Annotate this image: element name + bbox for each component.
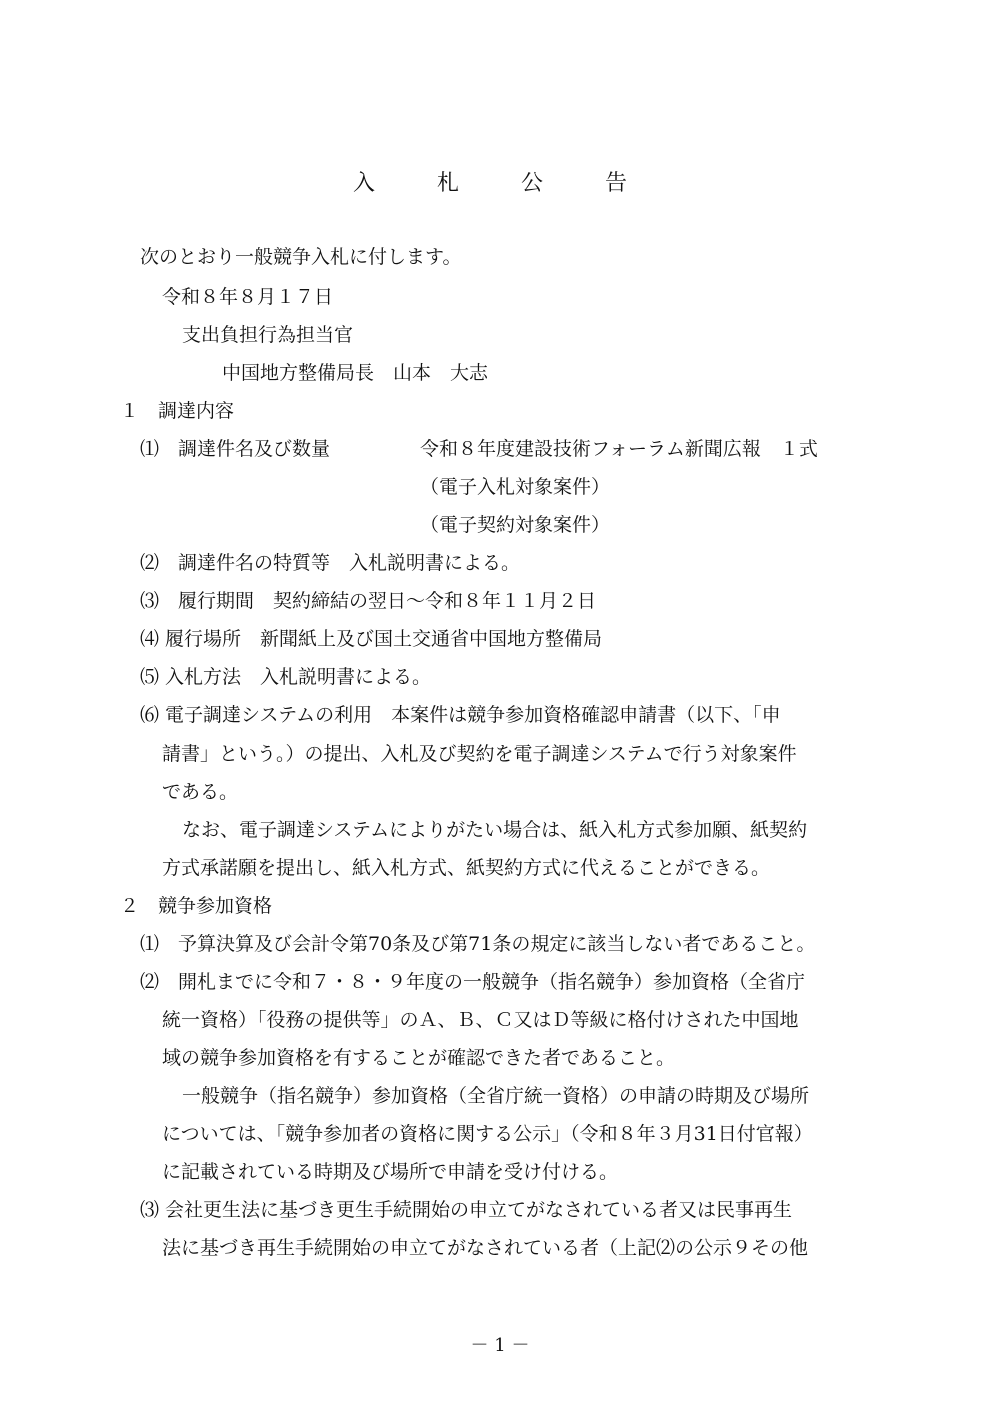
item-2-3-line-1: ⑶ 会社更生法に基づき更生手続開始の申立てがなされている者又は民事再生 — [140, 1199, 793, 1221]
item-1-6-line-3: である。 — [162, 781, 239, 803]
item-1-6-line-1: ⑹ 電子調達システムの利用 本案件は競争参加資格確認申請書（以下、「申 — [140, 704, 781, 726]
item-2-1: ⑴ 予算決算及び会計令第70条及び第71条の規定に該当しない者であること。 — [140, 933, 816, 955]
intro-text: 次のとおり一般競争入札に付します。 — [140, 246, 462, 268]
item-1-4: ⑷ 履行場所 新聞紙上及び国土交通省中国地方整備局 — [140, 628, 603, 650]
item-2-2-line-4: 一般競争（指名競争）参加資格（全省庁統一資格）の申請の時期及び場所 — [182, 1085, 810, 1107]
item-1-1-note-electronic-bid: （電子入札対象案件） — [420, 476, 611, 498]
section-2-heading: ２ 競争参加資格 — [120, 895, 273, 917]
item-1-6-line-5: 方式承諾願を提出し、紙入札方式、紙契約方式に代えることができる。 — [162, 857, 771, 879]
item-1-2: ⑵ 調達件名の特質等 入札説明書による。 — [140, 552, 521, 574]
item-2-2-line-2: 統一資格）「役務の提供等」のＡ、Ｂ、Ｃ又はＤ等級に格付けされた中国地 — [162, 1009, 799, 1031]
page-number: － 1 － — [470, 1335, 530, 1356]
official-name: 中国地方整備局長 山本 大志 — [222, 362, 489, 384]
item-1-6-line-2: 請書」という。）の提出、入札及び契約を電子調達システムで行う対象案件 — [162, 743, 797, 765]
item-2-2-line-5: については、「競争参加者の資格に関する公示」（令和８年３月31日付官報） — [162, 1123, 813, 1145]
item-1-1-note-electronic-contract: （電子契約対象案件） — [420, 514, 611, 536]
item-1-6-line-4: なお、電子調達システムによりがたい場合は、紙入札方式参加願、紙契約 — [182, 819, 808, 841]
item-2-2-line-3: 域の競争参加資格を有することが確認できた者であること。 — [162, 1047, 676, 1069]
item-1-3: ⑶ 履行期間 契約締結の翌日～令和８年１１月２日 — [140, 590, 597, 612]
item-2-2-line-6: に記載されている時期及び場所で申請を受け付ける。 — [162, 1161, 619, 1183]
page-title: 入 札 公 告 — [352, 171, 647, 196]
item-2-3-line-2: 法に基づき再生手続開始の申立てがなされている者（上記⑵の公示９その他 — [162, 1237, 809, 1259]
section-1-heading: １ 調達内容 — [120, 400, 235, 422]
item-1-1-value: 令和８年度建設技術フォーラム新聞広報 １式 — [420, 438, 818, 460]
official-role: 支出負担行為担当官 — [182, 324, 354, 346]
item-1-1-label: ⑴ 調達件名及び数量 — [140, 438, 331, 460]
item-2-2-line-1: ⑵ 開札までに令和７・８・９年度の一般競争（指名競争）参加資格（全省庁 — [140, 971, 806, 993]
notice-date: 令和８年８月１７日 — [162, 286, 334, 308]
item-1-5: ⑸ 入札方法 入札説明書による。 — [140, 666, 432, 688]
